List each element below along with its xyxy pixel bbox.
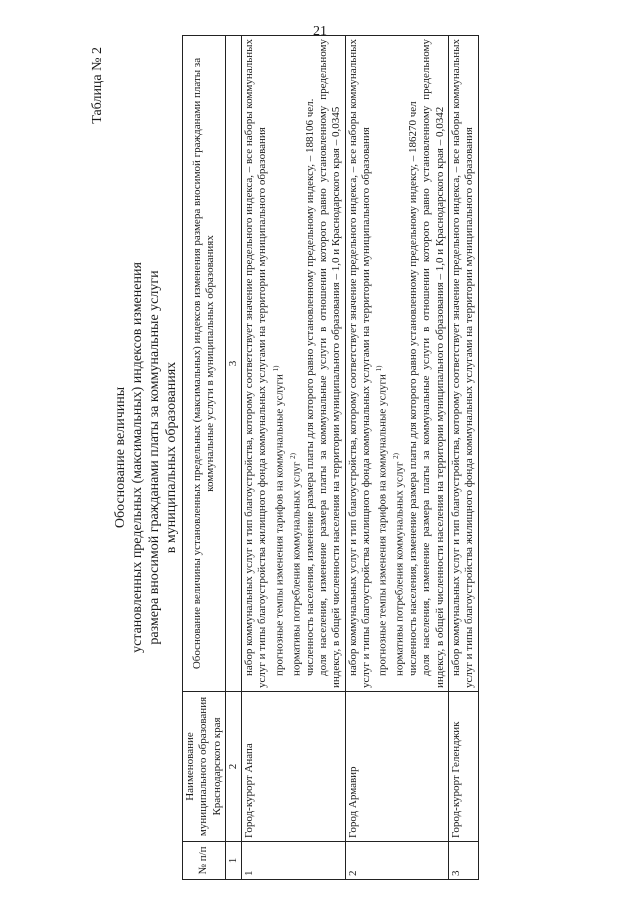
row-basis [242, 36, 345, 692]
basis-paragraph: набор коммунальных услуг и тип благоустройства, которому соответствует значение предельного индекса, – все наборы коммунальных услуг и типы благоустройства жилищного фонда коммунальных услугами на территории муниципального образования [346, 39, 372, 688]
row-num: 1 [242, 842, 345, 880]
heading-line: Обоснование величины [113, 386, 128, 529]
footnote-mark: 1) [375, 365, 384, 372]
header-name: Наименование муниципального образования Краснодарского края [183, 692, 226, 842]
row-municipality: Город-курорт Геленджик [448, 692, 478, 842]
basis-paragraph: доля населения, изменение размера платы за коммунальные услуги в отношении которого равно установленному предельному индексу, в общей численности населения на территории муниципального образования – 1,0 и Краснодарского края – 0,0345 [316, 39, 343, 688]
table-index-row [225, 36, 241, 880]
row-basis [448, 36, 478, 692]
index-cell: 3 [225, 36, 241, 692]
header-basis: Обоснование величины установленных предельных (максимальных) индексов изменения размера вносимой гражданами платы за коммунальные услуги в муниципальных образованиях [183, 36, 226, 692]
basis-paragraph: доля населения, изменение размера платы за коммунальные услуги в отношении которого равно установленному предельному индексу, в общей численности населения на территории муниципального образования – 1,0 и Краснодарского края – 0,0342 [420, 39, 446, 688]
row-num: 3 [448, 842, 478, 880]
heading-line: установленных предельных (максимальных) индексов изменения [130, 262, 145, 653]
index-cell: 1 [225, 842, 241, 880]
basis-paragraph: численность населения, изменение размера платы для которого равно установленному предельному индексу, – 186270 чел [407, 101, 420, 676]
basis-paragraph: прогнозные темпы изменения тарифов на коммунальные услуги $^{1)}$ [375, 365, 389, 676]
row-num: 2 [345, 842, 448, 880]
row-municipality: Город Армавир [345, 692, 448, 842]
rotated-page-content [90, 35, 530, 880]
index-cell: 2 [225, 692, 241, 842]
table-header-row [183, 36, 226, 880]
table-row [448, 36, 478, 880]
basis-paragraph: численность населения, изменение размера платы для которого равно установленному предельному индексу, – 188106 чел. [303, 98, 316, 676]
table-row [345, 36, 448, 880]
header-num: № п/п [183, 842, 226, 880]
footnote-mark: 2) [288, 453, 297, 459]
row-municipality: Город-курорт Анапа [242, 692, 345, 842]
justification-table [182, 35, 479, 880]
basis-paragraph: нормативы потребления коммунальных услуг $^{2)}$ [288, 453, 303, 676]
basis-paragraph: нормативы потребления коммунальных услуг $^{2)}$ [392, 453, 406, 676]
footnote-mark: 2) [392, 453, 401, 459]
basis-paragraph: набор коммунальных услуг и тип благоустройства, которому соответствует значение предельного индекса, – все наборы коммунальных услуг и типы благоустройства жилищного фонда коммунальных услугами на территории муниципального образования [449, 39, 476, 688]
row-basis [345, 36, 448, 692]
page-number: 21 [313, 24, 327, 39]
basis-paragraph: набор коммунальных услуг и тип благоустройства, которому соответствует значение предельного индекса, – все наборы коммунальных услуг и типы благоустройства жилищного фонда коммунальных услугами на территории муниципального образования [243, 39, 269, 688]
basis-paragraph: прогнозные темпы изменения тарифов на коммунальные услуги $^{1)}$ [271, 365, 286, 676]
table-label: Таблица № 2 [90, 47, 105, 124]
footnote-mark: 1) [271, 365, 280, 372]
heading-line: в муниципальных образованиях [164, 361, 179, 554]
document-heading [112, 35, 180, 880]
table-row [242, 36, 345, 880]
heading-line: размера вносимой гражданами платы за коммунальные услуги [147, 270, 162, 645]
